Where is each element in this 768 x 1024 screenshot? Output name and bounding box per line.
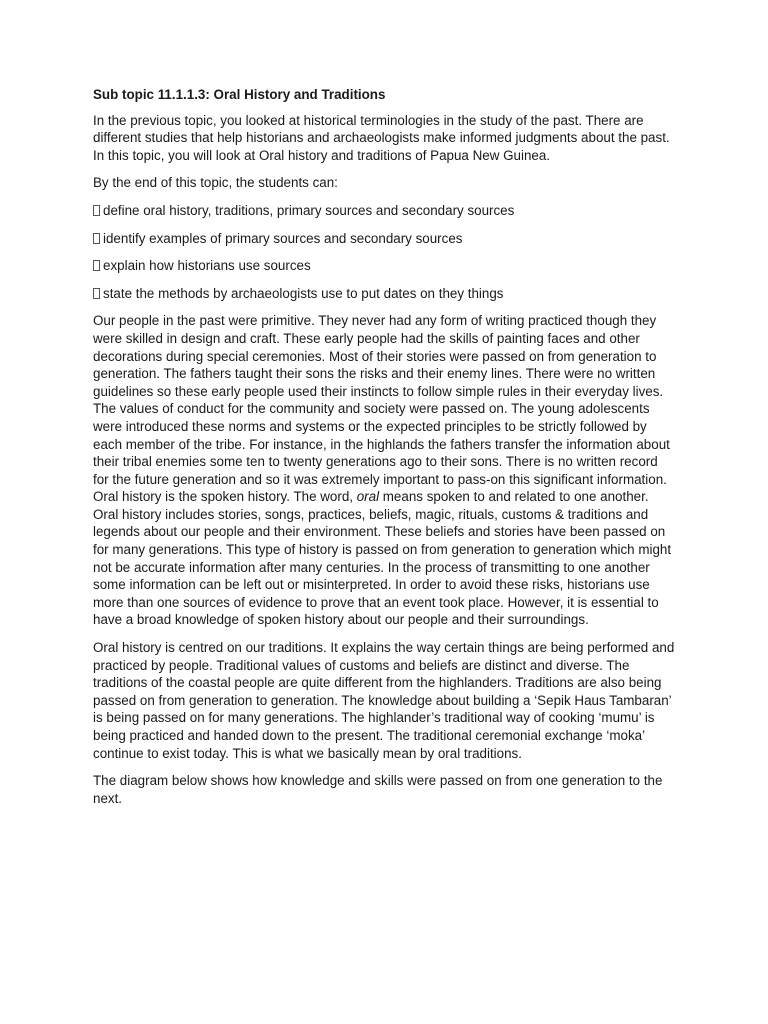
paragraph-past: Our people in the past were primitive. They never had any form of writing practiced though they were skilled in design and craft. These early people had the skills of painting faces and other decorations during special ceremonies. Most of their stories were passed on from generation to generation. The fathers taught their sons the risks and their enemy lines. There were no written guidelines so these early people used their instincts to follow simple rules in their everyday lives. xyxy=(93,313,664,399)
objective-item xyxy=(93,257,677,275)
paragraph-traditions: Oral history is centred on our traditions. It explains the way certain things are being performed and practiced by people. Traditional values of customs and beliefs are distinct and diverse. The traditions of the coastal people are quite different from the highlanders. Traditions are also being passed on from generation to generation. The knowledge about building a ‘Sepik Haus Tambaran’ is being passed on for many generations. The highlander’s traditional way of cooking ‘mumu’ is being practiced and handed down to the present. The traditional ceremonial exchange ‘moka’ continue to exist today. This is what we basically mean by oral traditions. xyxy=(93,640,675,761)
section-heading: Sub topic 11.1.1.3: Oral History and Traditions xyxy=(93,87,386,102)
missing-glyph-icon xyxy=(93,288,100,299)
missing-glyph-icon xyxy=(93,205,100,216)
paragraph-diagram-intro: The diagram below shows how knowledge and skills were passed on from one generation to the next. xyxy=(93,773,663,806)
missing-glyph-icon xyxy=(93,233,100,244)
document-page xyxy=(93,86,677,817)
oral-text-rest: means spoken to and related to one another. Oral history includes stories, songs, practices, beliefs, magic, rituals, customs & traditions and legends about our people and their environment. These beliefs and stories have been passed on for many generations. This type of history is passed on from generation to generation which might not be accurate information after many centuries. In the process of transmitting to one another some information can be left out or misinterpreted. In order to avoid these risks, historians use more than one sources of evidence to prove that an event took place. However, it is essential to have a broad knowledge of spoken history about our people and their surroundings. xyxy=(93,489,672,628)
oral-text-start: Oral history is the spoken history. The word, xyxy=(93,489,357,505)
oral-emphasis: oral xyxy=(356,489,380,505)
missing-glyph-icon xyxy=(93,260,100,271)
objectives-lead: By the end of this topic, the students can: xyxy=(93,175,338,191)
objective-text: state the methods by archaeologists use to put dates on they things xyxy=(103,285,504,301)
objective-item xyxy=(93,230,677,248)
intro-paragraph: In the previous topic, you looked at historical terminologies in the study of the past. There are different studies that help historians and archaeologists make informed judgments about the past. In this topic, you will look at Oral history and traditions of Papua New Guinea. xyxy=(93,112,670,163)
objective-item xyxy=(93,202,677,220)
paragraph-oral-history xyxy=(93,488,677,629)
objective-text: define oral history, traditions, primary sources and secondary sources xyxy=(103,202,515,218)
paragraph-values: The values of conduct for the community and society were passed on. The young adolescents were introduced these norms and systems or the expected principles to be strictly followed by each member of the tribe. For instance, in the highlands the fathers transfer the information about their tribal enemies some ten to twenty generations ago to their sons. There is no written record for the future generation and so it was extremely important to pass-on this significant information. xyxy=(93,401,670,487)
objective-text: identify examples of primary sources and secondary sources xyxy=(103,230,463,246)
objective-text: explain how historians use sources xyxy=(103,258,311,274)
objective-item xyxy=(93,285,677,303)
